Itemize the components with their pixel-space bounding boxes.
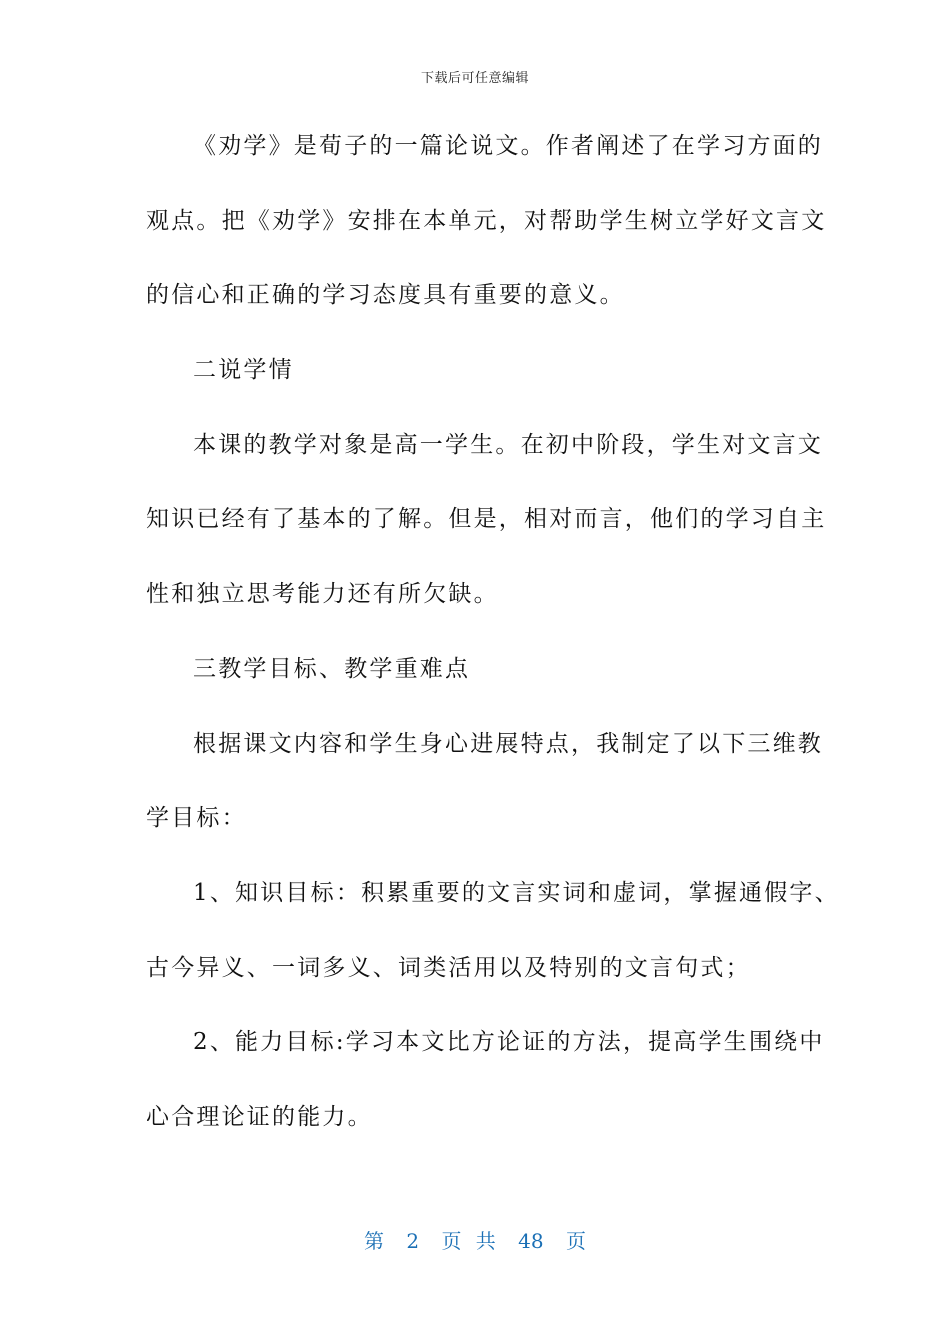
footer-prefix: 第 — [364, 1229, 384, 1253]
paragraph-line: 性和独立思考能力还有所欠缺。 — [146, 581, 499, 608]
footer-suffix: 页 — [565, 1229, 586, 1253]
document-body — [146, 120, 840, 1166]
list-item-line: 心合理论证的能力。 — [146, 1103, 373, 1130]
list-item-line: 古今异义、一词多义、词类活用以及特别的文言句式； — [146, 954, 751, 981]
list-item-line: 2、能力目标:学习本文比方论证的方法，提高学生围绕中 — [193, 1029, 825, 1056]
paragraph-line: 根据课文内容和学生身心进展特点，我制定了以下三维教 — [193, 730, 823, 757]
paragraph-line: 知识已经有了基本的了解。但是，相对而言，他们的学习自主 — [146, 506, 827, 533]
footer-middle: 页 共 — [441, 1229, 496, 1253]
paragraph-line: 观点。把《劝学》安排在本单元，对帮助学生树立学好文言文 — [146, 207, 827, 234]
section-heading: 二说学情 — [193, 357, 294, 384]
page-header: 下载后可任意编辑 — [420, 71, 529, 86]
footer-page-number: 2 — [406, 1229, 420, 1253]
page-footer — [0, 1225, 950, 1254]
footer-total-pages: 48 — [518, 1229, 544, 1253]
list-item-line: 1、知识目标：积累重要的文言实词和虚词，掌握通假字、 — [193, 879, 840, 906]
paragraph-line: 学目标： — [146, 805, 247, 832]
paragraph-line: 《劝学》是荀子的一篇论说文。作者阐述了在学习方面的 — [193, 133, 823, 159]
paragraph-line: 本课的教学对象是高一学生。在初中阶段，学生对文言文 — [193, 431, 823, 458]
paragraph-line: 的信心和正确的学习态度具有重要的意义。 — [146, 282, 625, 309]
section-heading: 三教学目标、教学重难点 — [193, 655, 471, 682]
